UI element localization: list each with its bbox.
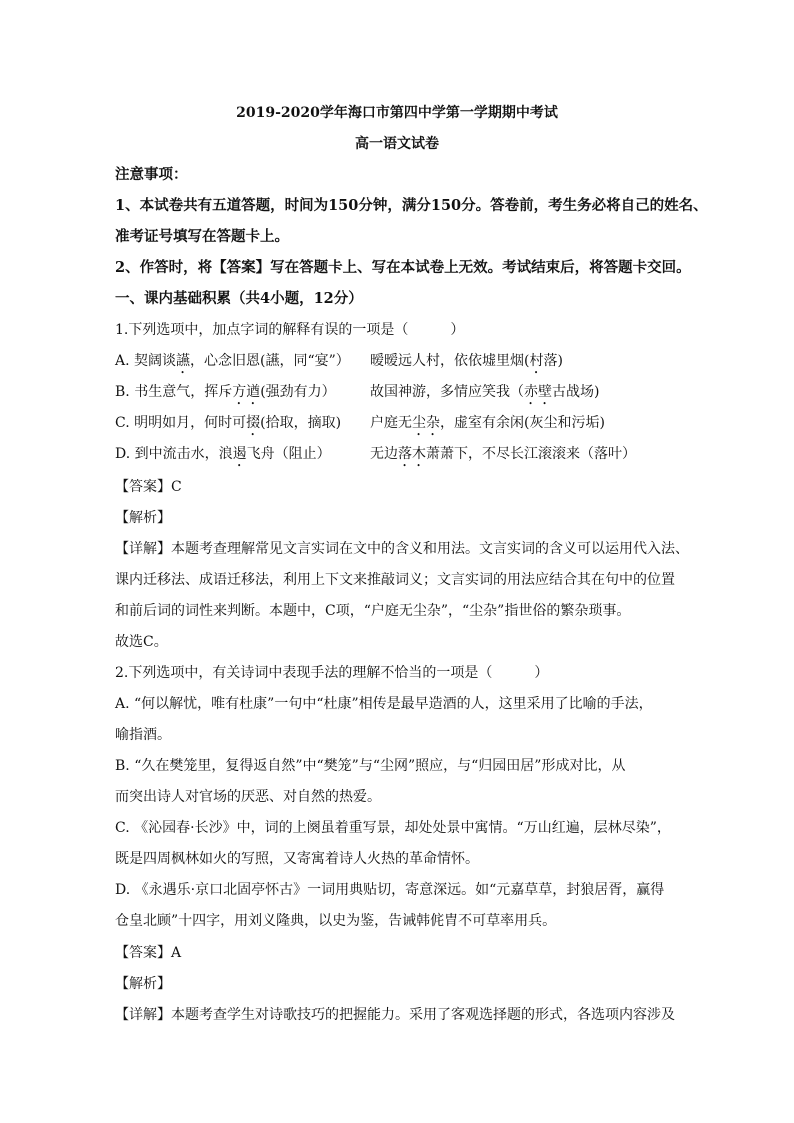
section-1-heading: 一、课内基础积累（共4小题，12分）: [115, 290, 363, 307]
option-d-left-dotted: 遏: [232, 446, 247, 462]
option-b-right-post: 古战场): [552, 384, 600, 400]
question-1-detail-line-4: 故选C。: [115, 634, 168, 650]
question-1-option-c: [115, 413, 605, 439]
option-d-left-pre: D. 到中流击水，浪: [115, 446, 233, 462]
question-2-line-6: 既是四周枫林如火的写照，又寄寓着诗人火热的革命情怀。: [115, 851, 479, 867]
question-2-line-8: 仓皇北顾”十四字，用刘义隆典，以史为鉴，告诫韩侂胄不可草率用兵。: [115, 913, 557, 929]
notice-item-2: 2、作答时，将【答案】写在答题卡上、写在本试卷上无效。考试结束后，将答题卡交回。: [115, 259, 691, 276]
notice-item-1-line-2: 准考证号填写在答题卡上。: [115, 228, 289, 245]
question-2-stem-text: 2.下列选项中，有关诗词中表现手法的理解不恰当的一项是（: [115, 665, 493, 681]
question-2-stem: [115, 663, 548, 683]
question-1-detail-line-2: 课内迁移法、成语迁移法，利用上下文来推敲词义；文言实词的用法应结合其在句中的位置: [115, 572, 675, 588]
question-1-detail-line-1: 【详解】本题考查理解常见文言实词在文中的含义和用法。文言实词的含义可以运用代入法、: [115, 541, 689, 557]
notice-heading: 注意事项：: [115, 166, 188, 183]
question-2-stem-close: ）: [534, 665, 549, 681]
exam-title: 2019-2020学年海口市第四中学第一学期期中考试: [236, 105, 558, 121]
option-a-right-dotted: 村: [529, 353, 544, 369]
option-c-left-pre: C. 明明如月，何时可: [115, 415, 247, 431]
question-1-analysis-label: 【解析】: [115, 510, 171, 526]
question-1-stem-close: ）: [450, 322, 465, 338]
question-2-line-3: B. “久在樊笼里，复得返自然”中“樊笼”与“尘网”照应，与“归园田居”形成对比，从: [115, 758, 626, 774]
option-b-left-dotted: 方遒: [232, 384, 261, 400]
option-c-left-dotted: 掇: [246, 415, 261, 431]
question-2-line-1: A. “何以解忧，唯有杜康”一句中“杜康”相传是最早造酒的人，这里采用了比喻的手法，: [115, 696, 653, 712]
option-b-left-post: (强劲有力）: [260, 384, 336, 400]
question-2-line-2: 喻指酒。: [115, 727, 171, 743]
option-c-right-dotted: 尘杂: [412, 415, 440, 431]
question-1-option-a: [115, 351, 563, 377]
option-b-left-pre: B. 书生意气，挥斥: [115, 384, 233, 400]
question-1-option-d: [115, 444, 636, 470]
option-a-left-pre: A. 契阔谈: [115, 353, 177, 369]
option-d-right-dotted: 落木: [398, 446, 426, 462]
question-2-analysis-label: 【解析】: [115, 976, 171, 992]
option-c-right-pre: 户庭无: [370, 415, 412, 431]
question-2-line-5: C. 《沁园春·长沙》中，词的上阕虽着重写景，却处处景中寓情。“万山红遍，层林尽染”，: [115, 820, 671, 836]
option-c-right-post: ，虚室有余闲(灰尘和污垢): [440, 415, 605, 431]
question-2-answer: 【答案】A: [115, 945, 182, 961]
question-2-line-4: 而突出诗人对官场的厌恶、对自然的热爱。: [115, 789, 381, 805]
option-d-right-post: 萧萧下，不尽长江滚滚来（落叶）: [426, 446, 636, 462]
exam-subtitle: 高一语文试卷: [355, 136, 439, 152]
option-a-left-post: ，心念旧恩(讌，同“宴”）: [190, 353, 350, 369]
question-1-detail-line-3: 和前后词的词性来判断。本题中，C项，“户庭无尘杂”，“尘杂”指世俗的繁杂琐事。: [115, 603, 631, 619]
option-d-left-post: 飞舟（阻止）: [246, 446, 331, 462]
option-a-left-dotted: 讌: [176, 353, 191, 369]
question-1-option-b: [115, 382, 599, 408]
option-c-left-post: (拾取，摘取): [260, 415, 342, 431]
question-2-line-7: D. 《永遇乐·京口北固亭怀古》一词用典贴切，寄意深远。如“元嘉草草，封狼居胥，赢得: [115, 882, 665, 898]
question-2-detail-line-1: 【详解】本题考查学生对诗歌技巧的把握能力。采用了客观选择题的形式，各选项内容涉及: [115, 1007, 675, 1023]
question-1-answer: 【答案】C: [115, 479, 182, 495]
question-1-stem: [115, 320, 464, 340]
option-a-right-pre: 暧暧远人村，依依墟里烟(: [370, 353, 530, 369]
option-d-right-pre: 无边: [370, 446, 398, 462]
option-a-right-post: 落): [543, 353, 563, 369]
option-b-right-dotted: 赤壁: [524, 384, 552, 400]
option-b-right-pre: 故国神游，多情应笑我（: [370, 384, 524, 400]
notice-item-1-line-1: 1、本试卷共有五道答题，时间为150分钟，满分150分。答卷前，考生务必将自己的姓名、: [115, 197, 708, 214]
question-1-stem-text: 1.下列选项中，加点字词的解释有误的一项是（: [115, 322, 409, 338]
